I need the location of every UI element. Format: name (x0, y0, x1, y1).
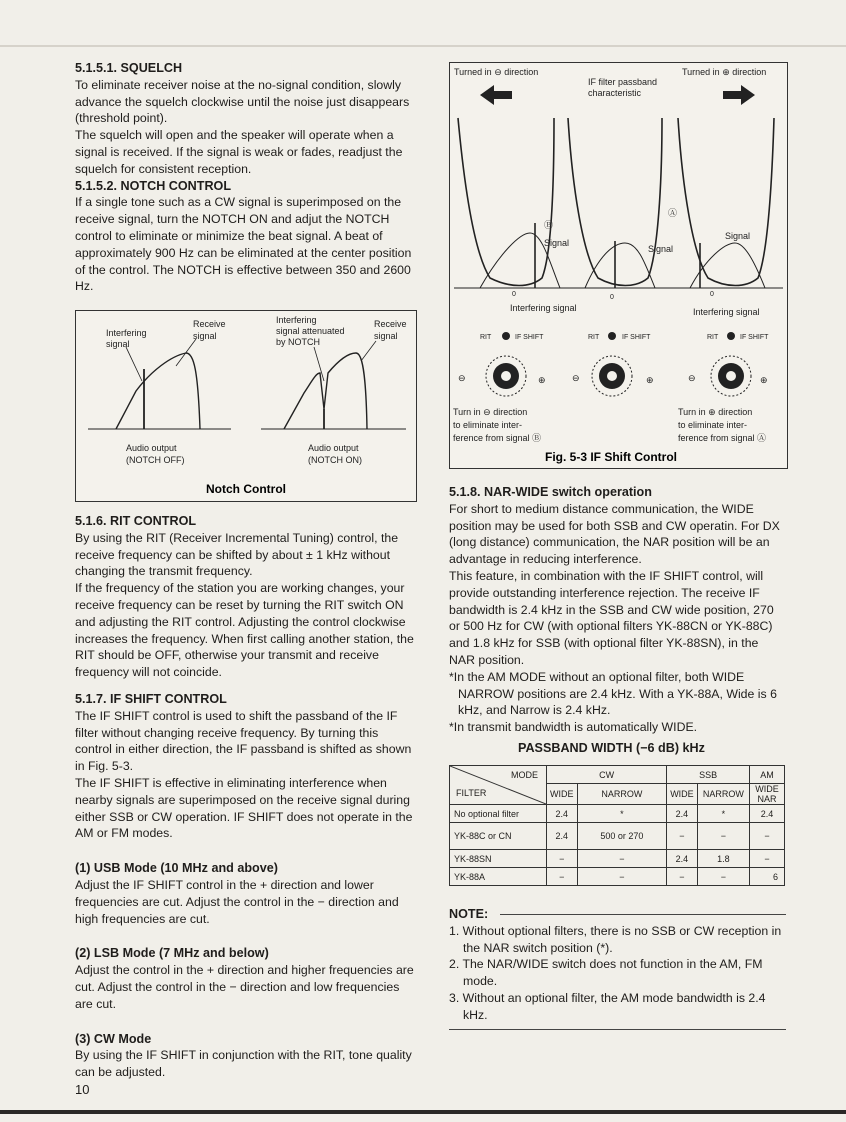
cell: − (697, 823, 749, 850)
cell: − (667, 823, 698, 850)
cell: − (667, 868, 698, 886)
left-note-2: to eliminate inter- (453, 420, 523, 430)
label-receive: Receive (193, 319, 226, 329)
rit-label-1: RIT (480, 334, 492, 341)
cell: * (577, 805, 667, 823)
cell: No optional filter (450, 805, 547, 823)
turned-plus-label: Turned in ⊕ direction (682, 67, 767, 77)
notch-off-label: (NOTCH OFF) (126, 455, 185, 465)
cell: * (697, 805, 749, 823)
notch-on-label: (NOTCH ON) (308, 455, 362, 465)
rit-label-3: RIT (707, 334, 719, 341)
left-note-3: ference from signal Ⓑ (453, 433, 542, 443)
ifshift-label-1: IF SHIFT (515, 334, 544, 341)
table-row (450, 805, 785, 823)
squelch-para-1: To eliminate receiver noise at the no-signal condition, slowly advance the squelch clockwise until the noise just disappears (threshold point). (75, 77, 410, 126)
left-column-bottom (75, 513, 415, 1081)
sub-header: WIDE NAR (750, 784, 785, 805)
label-attenuated: signal attenuated (276, 326, 345, 336)
lsb-mode-heading: (2) LSB Mode (7 MHz and below) (75, 946, 269, 961)
cell: − (697, 868, 749, 886)
knob-minus (458, 332, 546, 396)
label-receive-right: Receive (374, 319, 407, 329)
signal-label-3: Signal (725, 231, 751, 241)
notch-para: If a single tone such as a CW signal is superimposed on the receive signal, turn the NOTCH ON and adjut the NOTCH control to eliminate or minimize the beat signal. A beat of approximately 900 Hz can be eliminated at the center position of the control. The NOTCH is effective between 350 and 2600 Hz. (75, 195, 412, 294)
note-end-rule (449, 1029, 786, 1030)
cw-mode-para: By using the IF SHIFT in conjunction with the RIT, tone quality can be adjusted. (75, 1048, 412, 1080)
cell: 500 or 270 (577, 823, 667, 850)
notch-diagram (76, 311, 416, 501)
plus-symbol-3: ⊕ (760, 375, 768, 385)
table-row (450, 868, 785, 886)
cell: 2.4 (667, 850, 698, 868)
squelch-heading: 5.1.5.1. SQUELCH (75, 61, 183, 75)
right-note-2: to eliminate inter- (678, 420, 748, 430)
label-by-notch: by NOTCH (276, 337, 321, 347)
zero-3: 0 (710, 291, 714, 298)
minus-symbol-1: ⊖ (458, 373, 466, 383)
ifshift-heading: 5.1.7. IF SHIFT CONTROL (75, 691, 227, 706)
plus-symbol-1: ⊕ (538, 375, 546, 385)
usb-mode-heading: (1) USB Mode (10 MHz and above) (75, 861, 278, 876)
cell: 6 (750, 868, 785, 886)
top-rule (0, 45, 846, 47)
right-column (449, 484, 787, 736)
marker-b: Ⓑ (544, 220, 554, 230)
mode-label: MODE (511, 770, 538, 780)
interfering-signal-label-2: Interfering signal (693, 307, 760, 317)
notch-heading: 5.1.5.2. NOTCH CONTROL (75, 178, 232, 193)
note-rule (500, 914, 786, 915)
cell: YK-88SN (450, 850, 547, 868)
ifshift-para-1: The IF SHIFT control is used to shift the passband of the IF filter without changing receive frequency. By turning this control in either direction, the IF passband is shifted as shown in Fig. 5-3. (75, 708, 412, 774)
right-note-1: Turn in ⊕ direction (678, 407, 753, 417)
cell: − (750, 850, 785, 868)
ssb-header: SSB (667, 766, 750, 784)
passband-curve-on (284, 353, 367, 429)
passband-table (449, 765, 785, 886)
table-row (450, 823, 785, 850)
arrow-left-icon (480, 85, 512, 105)
ifshift-label-3: IF SHIFT (740, 334, 769, 341)
cell: − (577, 868, 667, 886)
ifshift-label-2: IF SHIFT (622, 334, 651, 341)
squelch-para-2: The squelch will open and the speaker will operate when a signal is received. If the signal is weak or fades, readjust the squelch for consistent reception. (75, 128, 403, 176)
notch-figure-caption: Notch Control (206, 482, 286, 496)
lsb-mode-para: Adjust the control in the + direction and higher frequencies are cut. Adjust the control in the − direction and low frequencies are cut. (75, 963, 414, 1011)
knob-center (572, 332, 654, 396)
cell: 2.4 (667, 805, 698, 823)
filter-label: FILTER (456, 788, 487, 798)
right-note-3: ference from signal Ⓐ (678, 433, 767, 443)
cell: − (750, 823, 785, 850)
narwide-para-3: *In the AM MODE without an optional filter, both WIDE NARROW positions are 2.4 kHz. With a YK-88A, Wide is 6 kHz, and Narrow is 2.4 kHz. (449, 669, 777, 718)
rit-label-2: RIT (588, 334, 600, 341)
ifshift-diagram (450, 63, 787, 468)
cell: 2.4 (547, 823, 578, 850)
label-receive-signal: signal (193, 331, 217, 341)
notes-block (449, 906, 787, 1024)
label-interfering: Interfering (106, 328, 147, 338)
cell: 2.4 (750, 805, 785, 823)
minus-symbol-2: ⊖ (572, 373, 580, 383)
left-column-top (75, 60, 415, 295)
cell: YK-88C or CN (450, 823, 547, 850)
interfering-signal-label-1: Interfering signal (510, 303, 577, 313)
passband-title: PASSBAND WIDTH (−6 dB) kHz (518, 741, 705, 755)
ifshift-para-2: The IF SHIFT is effective in eliminating interference when nearby signals are superimposed on the receive signal during either SSB or CW operation. IF SHIFT does not operate in the AM or FM modes. (75, 775, 413, 841)
signal-label-2: Signal (648, 244, 674, 254)
note-2: 2. The NAR/WIDE switch does not function in the AM, FM mode. (449, 957, 763, 989)
knob-plus (688, 332, 769, 396)
usb-mode-para: Adjust the IF SHIFT control in the + direction and lower frequencies are cut. Adjust the control in the − direction and high frequencies are cut. (75, 877, 399, 926)
label-receive-signal-right: signal (374, 331, 398, 341)
passband-minus (458, 118, 554, 286)
mode-filter-header (450, 766, 547, 805)
note-1: 1. Without optional filters, there is no SSB or CW reception in the NAR switch position (*). (449, 923, 782, 955)
minus-symbol-3: ⊖ (688, 373, 696, 383)
left-note-1: Turn in ⊖ direction (453, 407, 528, 417)
marker-a: Ⓐ (668, 208, 678, 218)
cw-mode-heading: (3) CW Mode (75, 1031, 152, 1046)
bottom-rule (0, 1110, 846, 1114)
arrow-right-icon (723, 85, 755, 105)
sub-header: WIDE (547, 784, 578, 805)
rit-para-1: By using the RIT (Receiver Incremental Tuning) control, the receive frequency can be shifted by about ± 1 kHz without changing the transmit frequency. (75, 530, 399, 579)
audio-output-off: Audio output (126, 443, 177, 453)
label-signal: signal (106, 339, 130, 349)
cell: 1.8 (697, 850, 749, 868)
notch-figure (75, 310, 417, 502)
ifshift-figure-caption: Fig. 5-3 IF Shift Control (545, 450, 677, 464)
cell: YK-88A (450, 868, 547, 886)
passband-label-1: IF filter passband (588, 77, 658, 87)
passband-label-2: characteristic (588, 88, 642, 98)
rit-para-2: If the frequency of the station you are working changes, your receive frequency can be reset by turning the RIT switch ON and adjusting the RIT control. Adjusting the control clockwise increases the frequency. When first calling another station, the RIT should be OFF, otherwise your transmit and receive frequency will not coincide. (75, 581, 414, 680)
note-3: 3. Without an optional filter, the AM mode bandwidth is 2.4 kHz. (449, 990, 766, 1022)
narwide-heading: 5.1.8. NAR-WIDE switch operation (449, 485, 652, 499)
cw-header: CW (547, 766, 667, 784)
label-interfering-right: Interfering (276, 315, 317, 325)
table-row (450, 850, 785, 868)
passband-plus (678, 118, 774, 286)
ifshift-figure (449, 62, 788, 469)
sub-header: WIDE (667, 784, 698, 805)
narwide-para-2: This feature, in combination with the IF SHIFT control, will provide outstanding interference rejection. The receive IF bandwidth is 2.4 kHz in the SSB and CW wide position, 270 or 500 Hz for CW (with optional filters YK-88CN or YK-88C) and 1.8 kHz for SSB (with optional filter YK-88SN), in the NAR position. (449, 568, 774, 667)
rit-heading: 5.1.6. RIT CONTROL (75, 514, 197, 528)
am-header: AM (750, 766, 785, 784)
zero-2: 0 (610, 294, 614, 301)
cell: − (577, 850, 667, 868)
narwide-para-1: For short to medium distance communication, the WIDE position may be used for both SSB and CW operatin. For DX (long distance) communication, the NAR position will be an advantage in reducing interference. (449, 501, 780, 567)
sub-header: NARROW (697, 784, 749, 805)
note-heading: NOTE: (449, 907, 489, 921)
plus-symbol-2: ⊕ (646, 375, 654, 385)
sub-header: NARROW (577, 784, 667, 805)
turned-minus-label: Turned in ⊖ direction (454, 67, 539, 77)
zero-1: 0 (512, 291, 516, 298)
cell: − (547, 868, 578, 886)
signal-label-1: Signal (544, 238, 570, 248)
passband-curve-off (116, 353, 200, 429)
narwide-para-4: *In transmit bandwidth is automatically WIDE. (449, 720, 698, 735)
cell: 2.4 (547, 805, 578, 823)
page-number: 10 (75, 1082, 90, 1097)
audio-output-on: Audio output (308, 443, 359, 453)
cell: − (547, 850, 578, 868)
